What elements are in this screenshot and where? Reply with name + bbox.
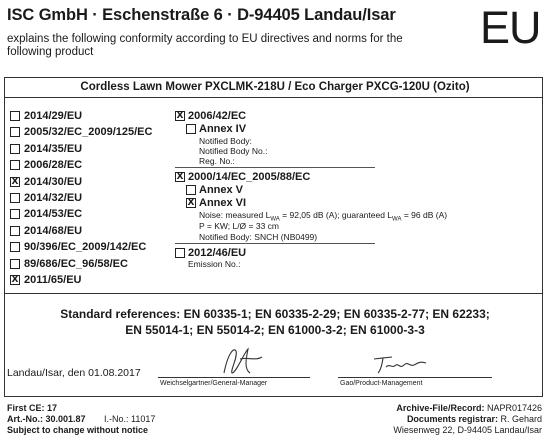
i-number: I.-No.: 11017	[104, 414, 156, 424]
checkbox-annex-vi[interactable]	[186, 198, 196, 208]
signatory-left: Weichselgartner/General-Manager	[160, 380, 268, 387]
row-divider	[175, 167, 375, 168]
standard-references-line-2: EN 55014-1; EN 55014-2; EN 61000-3-2; EN 61000-3-3	[125, 323, 425, 337]
directive-engine-emission: 2012/46/EU	[188, 247, 247, 259]
power-line: P = KW; L/Ø = 33 cm	[199, 221, 279, 231]
divider-top	[4, 97, 543, 98]
emission-no-label: Emission No.:	[188, 259, 241, 269]
product-name: Cordless Lawn Mower PXCLMK-218U / Eco Charger PXCG-120U (Ozito)	[80, 81, 470, 93]
checkbox-directive[interactable]	[10, 275, 20, 285]
checkbox-directive[interactable]	[10, 144, 20, 154]
notified-body-no-label: Notified Body No.:	[199, 146, 268, 156]
row-divider	[175, 243, 375, 244]
directive-label: 90/396/EC_2009/142/EC	[24, 241, 147, 254]
signature-line-left	[158, 377, 310, 378]
directive-label: 2014/68/EU	[24, 224, 83, 237]
checkbox-directive[interactable]	[10, 160, 20, 170]
directive-noise: 2000/14/EC_2005/88/EC	[188, 171, 311, 183]
checkbox-machinery[interactable]	[175, 111, 185, 121]
checkbox-directive[interactable]	[10, 226, 20, 236]
check-mark: X	[176, 111, 184, 121]
checkbox-annex-iv[interactable]	[186, 124, 196, 134]
eu-logo: EU	[480, 2, 541, 53]
checkbox-engine-emission[interactable]	[175, 248, 185, 258]
check-mark: X	[187, 198, 195, 208]
directive-label: 2014/32/EU	[24, 192, 83, 204]
company-address: ISC GmbH · Eschenstraße 6 · D-94405 Landau/Isar	[7, 6, 396, 24]
signature-left-icon	[210, 343, 270, 379]
directive-label: 89/686/EC_96/58/EC	[24, 257, 128, 270]
directive-label: 2014/30/EU	[24, 175, 83, 188]
check-mark: X	[11, 176, 19, 187]
checkbox-directive[interactable]	[10, 111, 20, 121]
checkbox-annex-v[interactable]	[186, 185, 196, 195]
checkbox-directive[interactable]	[10, 259, 20, 269]
annex-v-label: Annex V	[199, 184, 244, 196]
directive-label: 2014/35/EU	[24, 142, 83, 155]
check-mark: X	[11, 275, 19, 285]
signature-right-icon	[370, 353, 430, 377]
archive-record: Archive-File/Record: NAPR017426	[396, 403, 542, 413]
checkbox-noise[interactable]	[175, 172, 185, 182]
first-ce: First CE: 17	[7, 403, 58, 413]
checkbox-directive[interactable]	[10, 242, 20, 252]
directive-label: 2014/29/EU	[24, 110, 83, 122]
directive-label: 2011/65/EU	[24, 274, 82, 286]
annex-iv-label: Annex IV	[199, 123, 247, 135]
noise-notified-body: Notified Body: SNCH (NB0499)	[199, 232, 318, 242]
signature-line-right	[338, 377, 492, 378]
checkbox-directive[interactable]	[10, 177, 20, 187]
reg-no-label: Reg. No.:	[199, 156, 235, 166]
directive-label: 2014/53/EC	[24, 208, 83, 221]
directive-machinery: 2006/42/EC	[188, 110, 247, 122]
checkbox-directive[interactable]	[10, 127, 20, 137]
directive-label: 2006/28/EC	[24, 159, 83, 172]
checkbox-directive[interactable]	[10, 209, 20, 219]
subject-to-change: Subject to change without notice	[7, 425, 149, 435]
check-mark: X	[176, 172, 184, 182]
intro-text: explains the following conformity according to EU directives and norms for the following product	[7, 33, 403, 58]
place-date: Landau/Isar, den 01.08.2017	[7, 367, 141, 379]
divider-standards	[4, 293, 543, 294]
signatory-right: Gao/Product-Management	[340, 380, 423, 387]
registrar-address: Wiesenweg 22, D-94405 Landau/Isar	[393, 425, 542, 435]
noise-values: Noise: measured $L_{WA} = 92,05$ dB (A); guaranteed $L_{WA} = 96$ dB (A)	[199, 210, 448, 223]
documents-registrar: Documents registrar: R. Gehard	[406, 414, 542, 424]
annex-vi-label: Annex VI	[199, 197, 247, 209]
standard-references-line-1: Standard references: EN 60335-1; EN 60335-2-29; EN 60335-2-77; EN 62233;	[60, 307, 490, 321]
notified-body-label: Notified Body:	[199, 136, 252, 146]
article-number: Art.-No.: 30.001.87	[7, 414, 86, 424]
directive-label: 2005/32/EC_2009/125/EC	[24, 126, 153, 139]
checkbox-directive[interactable]	[10, 193, 20, 203]
